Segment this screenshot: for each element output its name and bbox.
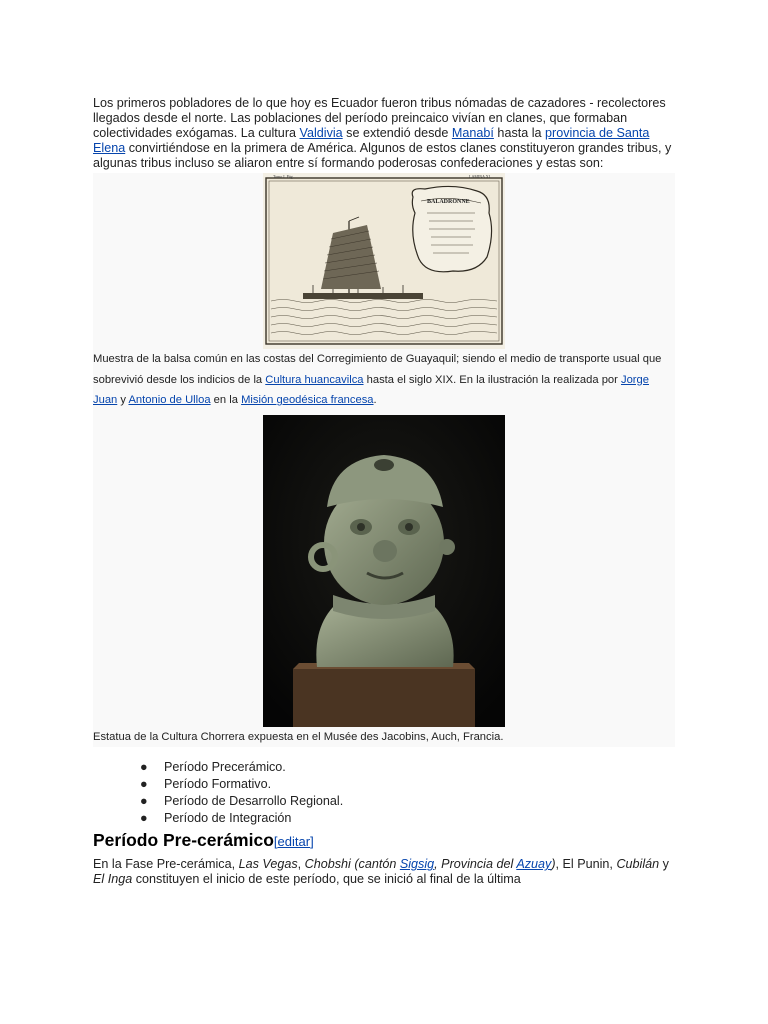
bullet-icon: ● (140, 811, 148, 826)
list-item (140, 759, 675, 776)
cartouche-title: BALADRONNE (427, 199, 470, 205)
list-item-label: Período Precerámico. (164, 760, 286, 775)
section-title: Período Pre-cerámico (93, 830, 274, 851)
edit-bracket-open: [ (273, 834, 278, 850)
link-jorge-juan[interactable]: Jorge Juan (93, 373, 649, 407)
intro-text: hasta la (493, 126, 546, 140)
intro-text: se extendió desde (342, 126, 452, 140)
list-item (140, 793, 675, 810)
link-manabi[interactable]: Manabí (451, 126, 494, 140)
list-item (140, 810, 675, 827)
engraving-header-right: LAMINA XI. (469, 174, 491, 179)
link-azuay[interactable]: Azuay (516, 857, 552, 872)
link-mision-geodesica[interactable]: Misión geodésica francesa (241, 394, 374, 407)
section-text: , El Punin, (555, 857, 617, 872)
term-close: ) (551, 857, 556, 872)
list-item-label: Período de Integración (164, 811, 292, 826)
figure-statue-caption: Estatua de la Cultura Chorrera expuesta en el Musée des Jacobins, Auch, Francia. (93, 730, 504, 743)
term-chobshi: Chobshi (cantón (304, 857, 400, 872)
chorrera-statue-image (263, 415, 505, 727)
section-paragraph (93, 857, 675, 887)
section-heading (93, 829, 675, 853)
term-provincia: , Provincia del (434, 857, 517, 872)
bullet-icon: ● (140, 760, 148, 775)
periods-list (93, 759, 675, 827)
bullet-icon: ● (140, 794, 148, 809)
edit-section (274, 834, 314, 849)
link-sigsig[interactable]: Sigsig (399, 857, 435, 872)
term-el-inga: El Inga (93, 872, 133, 887)
caption-text: Muestra de la balsa común en las costas del Corregimiento de Guayaquil; siendo el medio de transporte usual que sobrevivió desde los indicios de la (93, 353, 662, 386)
section-text: , (297, 857, 305, 872)
section-text: constituyen el inicio de este período, que se inició al final de la última (132, 872, 521, 887)
edit-bracket-close: ] (310, 834, 314, 850)
section-text: y (659, 857, 669, 872)
figure-balsa-caption (93, 349, 675, 411)
caption-text: en la (210, 394, 242, 407)
intro-text: convirtiéndose en la primera de América. Algunos de estos clanes constituyeron grandes tribus, y algunas tribus incluso se aliaron entre sí formando poderosas confederaciones y estas son: (93, 141, 672, 170)
intro-paragraph (93, 96, 675, 171)
caption-text: . (373, 394, 377, 407)
article-body (93, 96, 675, 887)
caption-text: hasta el siglo XIX. En la ilustración la realizada por (363, 373, 621, 386)
link-antonio-de-ulloa[interactable]: Antonio de Ulloa (128, 394, 211, 407)
section-text: En la Fase Pre-cerámica, (93, 857, 239, 872)
balsa-engraving-image (263, 173, 505, 349)
edit-link[interactable]: editar (277, 834, 311, 850)
caption-text: y (117, 394, 129, 407)
list-item-label: Período Formativo. (164, 777, 272, 792)
list-item-label: Período de Desarrollo Regional. (164, 794, 344, 809)
list-item (140, 776, 675, 793)
intro-text: Los primeros pobladores de lo que hoy es Ecuador fueron tribus nómadas de cazadores - recolectores llegados desde el norte. Las poblaciones del período preincaico vivían en clanes, que formaban colectividades exógamas. La cultura (93, 96, 666, 140)
term-las-vegas: Las Vegas (238, 857, 298, 872)
link-cultura-huancavilca[interactable]: Cultura huancavilca (265, 373, 364, 386)
engraving-header-left: Tomo I. Pág. (273, 174, 294, 179)
term-cubilan: Cubilán (616, 857, 660, 872)
figure-balsa (93, 173, 675, 747)
link-valdivia[interactable]: Valdivia (299, 126, 343, 140)
bullet-icon: ● (140, 777, 148, 792)
link-santa-elena[interactable]: provincia de Santa Elena (93, 126, 650, 155)
